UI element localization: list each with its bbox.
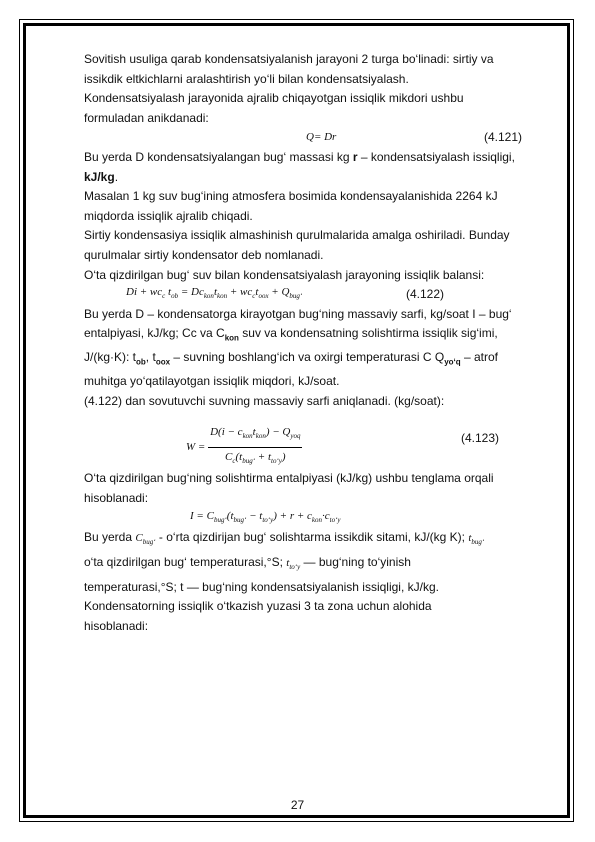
equation-row bbox=[84, 411, 547, 469]
equation-number: (4.122) bbox=[406, 287, 445, 302]
document-body bbox=[84, 50, 547, 637]
equation-enthalpy: $I = C_{bug‘}(t_{bug‘} - t_{to‘y}) + r + c_{kon}\cdot c_{to‘y}$ bbox=[190, 509, 341, 524]
text-line: muhitga yo‘qatilayotgan issiqlik miqdori, kJ/soat. bbox=[84, 374, 340, 389]
equation-4-123: W = $\frac{D(i - c_{kon}t_{kon}) - Q_{yoq}}{C_c(t_{bug‘} + t_{to‘y})}$ bbox=[186, 423, 302, 472]
text-line: O‘ta qizdirilgan bug‘ suv bilan kondensatsiyalash jarayoning issiqlik balansi: bbox=[84, 267, 485, 282]
equation-row bbox=[84, 128, 547, 148]
equation-row bbox=[84, 285, 547, 305]
text-line: qurulmalar sirtiy kondensator deb nomlanadi. bbox=[84, 247, 324, 262]
text-line: Bu yerda D kondensatsiyalangan bug‘ massasi kg r – kondensatsiyalash issiqligi, bbox=[84, 149, 515, 164]
text-line: (4.122) dan sovutuvchi suvning massaviy sarfi aniqlanadi. (kg/soat): bbox=[84, 393, 445, 408]
text-line: issikdik eltkichlarni aralashtirish yo‘li bilan kondensatsiyalash. bbox=[84, 71, 409, 86]
text-line: hisoblanadi: bbox=[84, 619, 149, 633]
text-line: miqdorda issiqlik ajralib chiqadi. bbox=[84, 208, 253, 223]
text-line: hisoblanadi: bbox=[84, 491, 149, 506]
text-line: Kondensatsiyalash jarayonida ajralib chiqayotgan issiqlik mikdori ushbu bbox=[84, 91, 464, 106]
page-number: 27 bbox=[290, 798, 305, 812]
text-line: o‘ta qizdirilgan bug‘ temperaturasi,°S; $t_{to‘y}$ — bug‘ning to‘yinish bbox=[84, 555, 411, 572]
text-line: O‘ta qizdirilgan bug‘ning solishtirma entalpiyasi (kJ/kg) ushbu tenglama orqali bbox=[84, 471, 494, 486]
text-line: Bu yerda D – kondensatorga kirayotgan bug‘ning massaviy sarfi, kg/soat I – bug‘ bbox=[84, 306, 512, 321]
text-line: Sovitish usuliga qarab kondensatsiyalanish jarayoni 2 turga bo‘linadi: sirtiy va bbox=[84, 52, 494, 66]
text-line: J/(kg·K): $t_{ob}$, $t_{oox}$ – suvning boshlang‘ich va oxirgi temperaturasi C $Q_{yo‘q}$ – atrof bbox=[84, 350, 498, 367]
equation-number: (4.123) bbox=[461, 431, 500, 446]
text-line: Kondensatorning issiqlik o‘tkazish yuzasi 3 ta zona uchun alohida bbox=[84, 599, 432, 614]
text-line: Bu yerda $C_{bug‘}$ - o‘rta qizdirijan bug‘ solishtarma issikdik sitami, kJ/(kg K); $t_{bug‘}$ bbox=[84, 530, 485, 547]
text-line: temperaturasi,°S; t — bug‘ning kondensatsiyalanish issiqligi, kJ/kg. bbox=[84, 579, 439, 594]
text-line: entalpiyasi, kJ/kg; Cc va $C_{kon}$ suv va kondensatning solishtirma issiqlik sig‘imi, bbox=[84, 326, 498, 343]
equation-number: (4.121) bbox=[484, 130, 523, 145]
text-line: formuladan anikdanadi: bbox=[84, 110, 209, 125]
text-line: Sirtiy kondensasiya issiqlik almashinish qurulmalarida amalga oshiriladi. Bunday bbox=[84, 228, 510, 243]
text-line: kJ/kg. bbox=[84, 169, 119, 184]
equation-4-122: $Di + wc_c$ $t_{ob} = Dc_{kon}t_{kon} + wc_ct_{oox} + Q_{bug‘}$ bbox=[126, 286, 303, 301]
equation-4-121: Q= Dr bbox=[306, 131, 337, 144]
equation-row bbox=[84, 509, 547, 529]
text-line: Masalan 1 kg suv bug‘ining atmosfera bosimida kondensayalanishida 2264 kJ bbox=[84, 189, 498, 204]
